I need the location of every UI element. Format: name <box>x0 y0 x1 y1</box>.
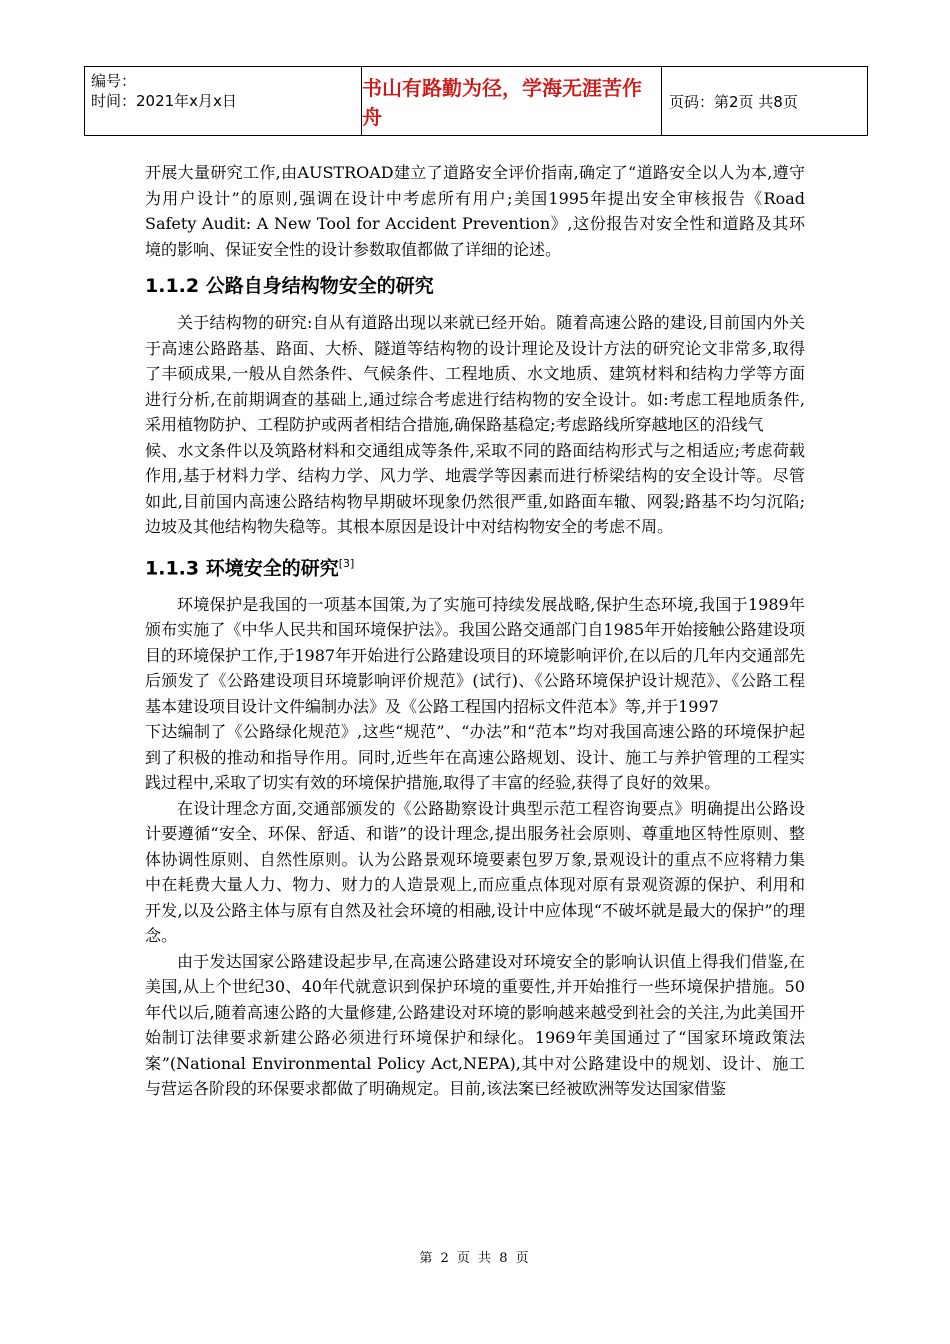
section-heading-1-1-2: 1.1.2 公路自身结构物安全的研究 <box>145 275 434 297</box>
page-header <box>84 66 868 136</box>
paragraph: 关于结构物的研究:自从有道路出现以来就已经开始。随着高速公路的建设,目前国内外关于高速公路路基、路面、大桥、隧道等结构物的设计理论及设计方法的研究论文非常多,取得了丰硕成果,一般从自然条件、气候条件、工程地质、水文地质、建筑材料和结构力学等方面进行分析,在前期调查的基础上,通过综合考虑进行结构物的安全设计。如:考虑工程地质条件,采用植物防护、工程防护或两者相结合措施,确保路基稳定;考虑路线所穿越地区的沿线气 <box>145 313 805 434</box>
header-time-label: 时间：2021年x月x日 <box>91 92 237 110</box>
header-page-info: 页码：第2页 共8页 <box>669 92 798 111</box>
section-heading-text: 1.1.3 环境安全的研究 <box>145 556 339 579</box>
document-body <box>145 160 805 1102</box>
paragraph: 在设计理念方面,交通部颁发的《公路勘察设计典型示范工程咨询要点》明确提出公路设计要遵循“安全、环保、舒适、和谐”的设计理念,提出服务社会原则、尊重地区特性原则、整体协调性原则、自然性原则。认为公路景观环境要素包罗万象,景观设计的重点不应将精力集中在耗费大量人力、物力、财力的人造景观上,而应重点体现对原有景观资源的保护、利用和开发,以及公路主体与原有自然及社会环境的相融,设计中应体现“不破坏就是最大的保护”的理念。 <box>145 798 805 946</box>
section-heading-1-1-3 <box>145 544 805 588</box>
header-motto: 书山有路勤为径，学海无涯苦作舟 <box>362 76 642 129</box>
paragraph: 环境保护是我国的一项基本国策,为了实施可持续发展战略,保护生态环境,我国于1989年颁布实施了《中华人民共和国环境保护法》。我国公路交通部门自1985年开始接触公路建设项目的环境保护工作,于1987年开始进行公路建设项目的环境影响评价,在以后的几年内交通部先后颁发了《公路建设项目环境影响评价规范》(试行)、《公路环境保护设计规范》、《公路工程基本建设项目设计文件编制办法》及《公路工程国内招标文件范本》等,并于1997 <box>145 594 805 716</box>
header-number-label: 编号： <box>91 72 137 90</box>
page-footer: 第 2 页 共 8 页 <box>419 1251 531 1266</box>
paragraph: 由于发达国家公路建设起步早,在高速公路建设对环境安全的影响认识值上得我们借鉴,在美国,从上个世纪30、40年代就意识到保护环境的重要性,并开始推行一些环境保护措施。50年代以后,随着高速公路的大量修建,公路建设对环境的影响越来越受到社会的关注,为此美国开始制订法律要求新建公路必须进行环境保护和绿化。1969年美国通过了“国家环境政策法案”(National Environmental Policy Act,NEPA),其中对公路建设中的规划、设计、施工与营运各阶段的环保要求都做了明确规定。目前,该法案已经被欧洲等发达国家借鉴 <box>145 951 805 1099</box>
header-divider <box>661 67 662 135</box>
reference-marker: [3] <box>338 556 355 570</box>
header-meta <box>91 71 237 111</box>
paragraph: 开展大量研究工作,由AUSTROAD建立了道路安全评价指南,确定了“道路安全以人为本,遵守为用户设计”的原则,强调在设计中考虑所有用户;美国1995年提出安全审核报告《Road Safety Audit: A New Tool for Accident Prevention》,这份报告对安全性和道路及其环境的影响、保证安全性的设计参数取值都做了详细的论述。 <box>145 163 805 259</box>
paragraph: 候、水文条件以及筑路材料和交通组成等条件,采取不同的路面结构形式与之相适应;考虑荷载作用,基于材料力学、结构力学、风力学、地震学等因素而进行桥梁结构的安全设计等。尽管如此,目前国内高速公路结构物早期破坏现象仍然很严重,如路面车辙、网裂;路基不均匀沉陷;边坡及其他结构物失稳等。其根本原因是设计中对结构物安全的考虑不周。 <box>145 440 805 536</box>
paragraph: 下达编制了《公路绿化规范》,这些“规范”、“办法”和“范本”均对我国高速公路的环境保护起到了积极的推动和指导作用。同时,近些年在高速公路规划、设计、施工与养护管理的工程实践过程中,采取了切实有效的环境保护措施,取得了丰富的经验,获得了良好的效果。 <box>145 722 805 793</box>
